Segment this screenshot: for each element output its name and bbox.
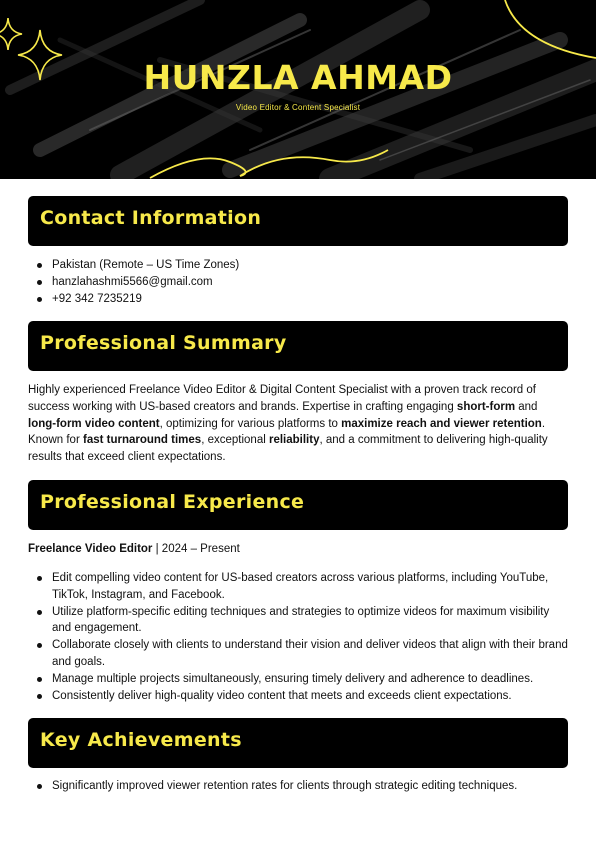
summary-highlight: maximize reach and viewer retention: [341, 417, 542, 430]
section-heading-summary: [28, 321, 568, 371]
contact-list: [28, 257, 568, 307]
job-heading: [28, 541, 568, 557]
section-title: Contact Information: [40, 207, 262, 229]
experience-item: Edit compelling video content for US-based creators across various platforms, including YouTube, TikTok, Instagram, and Facebook.: [28, 570, 568, 604]
experience-item: Collaborate closely with clients to understand their vision and deliver videos that align with their brand and goals.: [28, 637, 568, 671]
contact-phone: +92 342 7235219: [28, 291, 568, 308]
section-title: Professional Experience: [40, 491, 305, 513]
section-heading-achievements: [28, 718, 568, 768]
experience-item: Manage multiple projects simultaneously, ensuring timely delivery and adherence to deadlines.: [28, 671, 568, 688]
summary-highlight: fast turnaround times: [82, 434, 202, 447]
summary-text: Highly experienced Freelance Video Editor & Digital Content Specialist with a proven track record of success working with US-based creators and brands. Expertise in crafting engaging: [28, 384, 536, 413]
experience-list: [28, 570, 568, 704]
summary-text: , optimizing for various platforms to: [159, 417, 342, 430]
summary-highlight: reliability: [268, 434, 320, 447]
job-title: Freelance Video Editor: [28, 543, 153, 555]
candidate-title: Video Editor & Content Specialist: [235, 103, 361, 112]
summary-text: , exceptional: [201, 434, 269, 447]
header-banner: [0, 0, 596, 179]
section-heading-experience: [28, 480, 568, 530]
achievement-item: Significantly improved viewer retention rates for clients through strategic editing techniques.: [28, 778, 568, 795]
experience-item: Utilize platform-specific editing techniques and strategies to optimize videos for maximum visibility and engagement.: [28, 604, 568, 638]
candidate-name: HUNZLA AHMAD: [143, 58, 453, 97]
contact-location: Pakistan (Remote – US Time Zones): [28, 257, 568, 274]
summary-text: , and a commitment to delivering high-quality results that exceed client expectations.: [28, 434, 548, 464]
section-title: Key Achievements: [40, 729, 242, 751]
achievements-list: [28, 778, 568, 795]
section-title: Professional Summary: [40, 332, 287, 354]
contact-email: hanzlahashmi5566@gmail.com: [28, 274, 568, 291]
summary-highlight: long-form video content: [28, 417, 160, 430]
section-heading-contact: [28, 196, 568, 246]
experience-item: Consistently deliver high-quality video content that meets and exceeds client expectations.: [28, 688, 568, 705]
summary-highlight: short-form: [456, 400, 516, 413]
summary-text: and: [515, 400, 538, 413]
job-period: | 2024 – Present: [152, 543, 240, 555]
summary-paragraph: [28, 382, 568, 466]
summary-text: . Known for: [28, 417, 546, 447]
